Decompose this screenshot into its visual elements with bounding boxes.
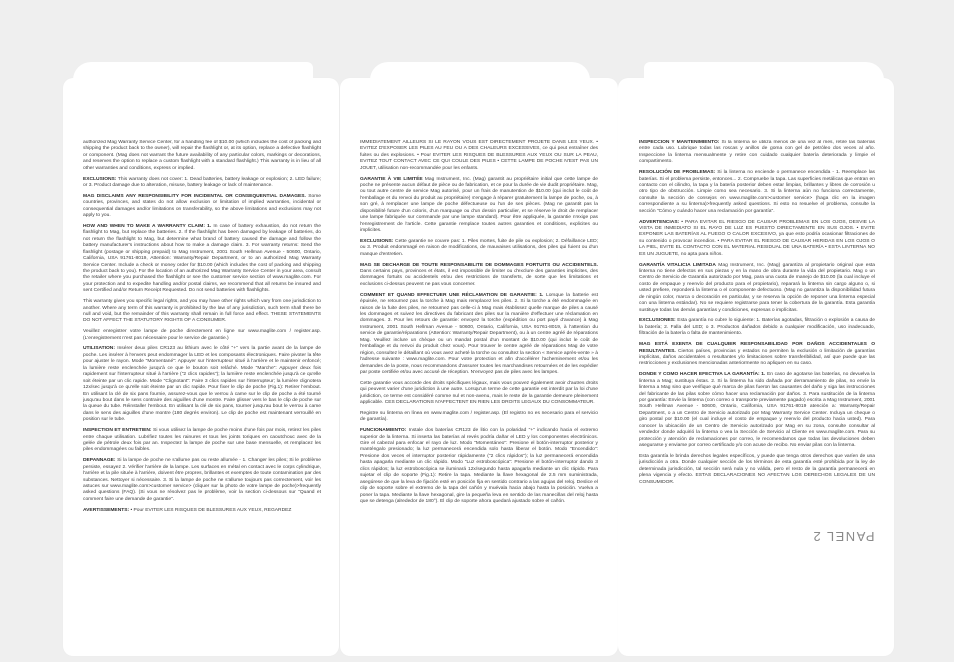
paragraph bbox=[639, 342, 875, 368]
paragraph-heading: GARANTIE À VIE LIMITÉE bbox=[360, 176, 423, 182]
paragraph-heading: EXCLUSIONS: bbox=[83, 176, 117, 182]
panel-tab bbox=[644, 62, 884, 84]
paragraph bbox=[360, 140, 598, 172]
paragraph-heading: INSPECTION ET ENTRETIEN: bbox=[83, 428, 152, 434]
paragraph bbox=[360, 239, 598, 258]
paragraph-heading: MAG DISCLAIMS ANY RESPONSIBILITY FOR INCIDENTAL OR CONSEQUENTIAL DAMAGES. bbox=[83, 193, 306, 199]
paragraph-text: This warranty gives you specific legal rights, and you may have other rights which vary from one jurisdiction to another. Where any term of this warranty is prohibited by the law of any jurisdiction, such term shall there be null and void, but the remainder of this warranty shall remain in full force and effect. THESE STATEMENTS DO NOT AFFECT THE STATUTORY RIGHTS OF A CONSUMER. bbox=[83, 299, 321, 324]
paragraph bbox=[83, 299, 321, 325]
paragraph-text: Si la lampe de poche ne s'allume pas ou reste allumée - 1. Changer les piles; Si le problème persiste, essayez 2. Vérifier l'arrière de la lampe. Les surfaces en métal en contact avec le corps cylindrique, l'arrière et la pile située à l'arrière, doivent être propres, brillantes et exemptes de toute contamination par des substances. Nettoyer si nécessaire. 3. Si la lampe de poche ne s'allume toujours pas correctement, voir les astuces sur www.maglite.com>customer service> (cliquer sur la photo de votre lampe de poche)>frequently asked questions (FAQ). (Si vous ne résolvez pas le problème, voir la section ci-dessous sur "Quand et comment faire une demande de garantie". bbox=[83, 458, 321, 502]
paragraph-text: This warranty does not cover: 1. Dead batteries, battery leakage or explosion; 2. LED failure; or 3. Product damage due to alteration, misuse, battery leakage or lack of maintenance. bbox=[83, 176, 321, 188]
paragraph bbox=[83, 428, 321, 454]
panel-tab bbox=[73, 62, 313, 84]
paragraph-text: • Pour EVITER LES RISQUES DE BLESSURES AUX YEUX, REGARDEZ bbox=[129, 507, 292, 513]
paragraph bbox=[639, 454, 875, 486]
paragraph-text: • PARA EVITAR EL RIESGO DE CAUSAR PROBLEMAS EN LOS OJOS, DESVIE LA VISTA DE INMEDIATO SI EL RAYO DE LUZ ES PUESTO DIRECTAMENTE EN SUS OJOS. • EVITE EXPONER LAS BATERÍAS AL FUEGO O CALOR EXCESIVO, ya que esto podría ocasionar filtraciones de su contenido o provocar incendios. • PARA EVITAR EL RIESGO DE CAUSAR HERIDAS EN LOS OJOS O LA PIEL, EVITE EL CONTACTO CON EL MATERIAL RESIDUAL DE UNA BATERÍA • ESTA LINTERNA NO ES UN JUGUETE, no apta para niños. bbox=[639, 219, 875, 257]
text-column-english-french bbox=[83, 140, 321, 644]
paragraph bbox=[360, 293, 598, 377]
paragraph-heading: MAG ESTÁ EXENTA DE CUALQUIER RESPONSABILIDAD POR DAÑOS ACCIDENTALES O RESULTANTES. bbox=[639, 342, 875, 354]
paragraph bbox=[83, 346, 321, 424]
panel-number-label: PANEL 2 bbox=[812, 529, 875, 544]
paragraph-heading: ADVERTENCIAS: bbox=[639, 219, 680, 225]
paragraph-heading: AVERTISSEMENTS: bbox=[83, 507, 130, 513]
paragraph-heading: MAG SE DECHARGE DE TOUTE RESPONSABILITE DE DOMMAGES FORTUITS OU ACCIDENTELS. bbox=[360, 262, 598, 268]
paragraph bbox=[360, 177, 598, 235]
paragraph-text: Dans certains pays, provinces et états, il est impossible de limiter ou d'exclure des garanties implicites, des dommages fortuits ou accidentels et/ou des restrictions de transferts, de sorte que les limitations et exclusions ci-dessus peuvent ne pas vous concerner. bbox=[360, 269, 598, 287]
paragraph-heading: EXCLUSIONS: bbox=[360, 238, 394, 244]
paragraph-text: Mag Instrument, Inc. (Mag) garantit au propriétaire initial que cette lampe de poche ne présente aucun défaut de pièce ou de fabrication, et ce pour la durée de vie dudit propriétaire. Mag, ou tout autre centre de service Mag autorisé, pour un frais de manutention de $10.00 (qui inclut le coût de l'emballage et du renvoi du produit au propriétaire) s'engage à réparer gratuitement la lampe de poche, ou, à son gré, à remplacer une lampe de poche défectueuse ou l'un de ses pièces. (Mag ne garantit pas la disponibilité future d'un coloris, d'un marquage ou d'un dessin particulier, et se réserve le droit de remplacer une lampe fabriquée sur commande par une lampe standard). Pour être appliquée, la garantie n'exige pas l'enregistrement de l'article. Cette garantie remplace toutes autres garanties et conditions, explicites ou implicites. bbox=[360, 176, 598, 234]
paragraph bbox=[360, 263, 598, 289]
paragraph-text: Lorsque la batterie est épuisée, ne retournez pas la torche à Mag mais remplacez les piles. 2. Si la torche a été endommagée en raison de la fuite des piles, ne retournez pas celle-ci à Mag mais établissez quelle marque de piles a causé les dommages et suivez les directives du fabricant des piles sur la manière d'effectuer une réclamation en dommages. 3. Pour les retours de garantie: envoyez la torche (expédition ou port payé d'avance) à Mag Instrument, 2001 South Hellman Avenue - 50600, Ontario, California, USA 91761-8019, à l'attention du service de garantie/réparations (Attention: Warranty/Repair Department), ou à un centre agréé de réparations Mag. Veuillez inclure un chèque ou un mandat postal d'un montant de $10.00 (qui inclut le coût de l'emballage et du renvoi du produit chez vous). Pour trouver le centre agréé de réparations Mag de votre région, consultez le détaillant où vous avez acheté la torche ou consultez la section « Service après-vente » à l'adresse suivante : www.maglite.com. Pour votre protection et afin d'accélérer l'acheminement et/ou les demandes de la poste, nous recommandons d'assurer toutes les marchandises retournées et de les expédier par poste certifiée et/ou avec accusé de réception. N'envoyez pas de piles avec les lampes. bbox=[360, 292, 598, 376]
text-column-french-spanish bbox=[360, 140, 598, 644]
paragraph bbox=[360, 381, 598, 407]
paragraph-text: Registre su linterna en línea en www.maglite.com / register.asp. (El registro no es necesario para el servicio de garantía). bbox=[360, 410, 598, 423]
paragraph-heading: UTILISATION: bbox=[83, 346, 115, 352]
panel-tab bbox=[370, 62, 590, 84]
paragraph-text: Cette garantie vous accorde des droits spécifiques légaux, mais vous pouvez également avoir d'autres droits qui peuvent varier d'une juridiction à une autre. Lorsqu'un terme de cette garantie est interdit par la loi d'une juridiction, ce terme est considéré comme nul et non-avenu, mais le reste de la garantie demeure pleinement applicable. CES DECLARATIONS N'AFFECTENT EN RIEN LES DROITS LEGAUX DU CONSOMMATEUR. bbox=[360, 380, 598, 406]
paragraph-text: Veuillez enregistrer votre lampe de poche directement en ligne sur www.maglite.com / register.asp. (L'enregistrement n'est pas nécessaire pour le service de garantie.) bbox=[83, 329, 321, 341]
paragraph-text: Esta garantía no cubre lo siguiente: 1. Baterías agotadas, filtración o explosión a causa de la batería; 2. Falla del LED; o 3. Productos dañados debido a cualquier modificación, uso inadecuado, filtración de la batería o falta de mantenimiento. bbox=[639, 318, 875, 337]
paragraph bbox=[83, 140, 321, 172]
paragraph-text: Insérer deux piles CR123 au lithium avec le côté "+" vers la partie avant de la lampe de poche. Les insérer à l'envers peut endommager la LED et les composants électroniques. Faire pivoter la tête pour ajuster le rayon. Mode "Momentané": Appuyer sur l'interrupteur situé à l'arrière et le maintenir enfoncé; la lumière reste enclenchée jusqu'à ce que le bouton soit relâché. Mode "Marche": Appuyer deux fois rapidement sur l'interrupteur situé à l'arrière ("2 clics rapides"); la lumière reste enclenchée jusqu'à ce qu'elle soit éteinte par un clic rapide. Mode "Clignotant": Faire 3 clics rapides sur l'interrupteur; la lumière clignotera 12x/sec jusqu'à ce qu'elle soit éteinte par un clic rapide. Pour fixer le clip de poche (Fig.1): Retirer l'embout. En utilisant la clé de six pans fournie, assurez-vous que le verrou à came sur le clip de poche a été tourné jusqu'au bout dans le sens contraire des aiguilles d'une montre. Faire glisser vers le bas le clip de poche sur la queue du tube. Réinstaller l'embout. En utilisant la clé de six pans, tourner jusqu'au bout le verrou à came dans le sens des aiguilles d'une montre (180 degrés environ). Le clip de poche est maintenant verrouillé en position sur le tube. bbox=[83, 346, 321, 423]
paragraph bbox=[360, 428, 598, 506]
paragraph-text: Si vous utilisez la lampe de poche moins d'une fois par mois, retirez les piles entre chaque utilisation. Lubrifiez toutes les rainures et tous les joints toriques en caoutchouc avec de la gelée de pétrole deux fois par an. Inspectez la lampe de poche sur une base mensuelle, et remplacez les piles endommagées ou faibles. bbox=[83, 428, 321, 453]
paragraph-text: Some countries, provinces, and states do not allow exclusion or limitation of implied warranties, incidental or consequential damages and/or limitations on transferability, so the above limitations and exclusions may not apply to you. bbox=[83, 193, 321, 219]
paragraph bbox=[83, 177, 321, 190]
paragraph bbox=[639, 372, 875, 450]
panel-left bbox=[63, 78, 339, 656]
paragraph-text: Si la linterna se utiliza menos de una vez al mes, retire las baterías entre cada uso. Lubrique todas las roscas y anillos de goma con gel de petróleo dos veces al año. Inspeccione la linterna mensualmente y retire con cuidado cualquier batería deteriorada y limpie el compartimento. bbox=[639, 140, 875, 165]
panel-right bbox=[618, 78, 894, 656]
paragraph bbox=[360, 411, 598, 424]
paragraph-heading: DEPANNAGE: bbox=[83, 458, 116, 464]
paragraph bbox=[83, 329, 321, 342]
paragraph bbox=[83, 458, 321, 503]
paragraph-heading: EXCLUSIONES: bbox=[639, 318, 676, 324]
paragraph-heading: FUNCIONAMIENTO: bbox=[360, 428, 407, 434]
paragraph bbox=[639, 170, 875, 215]
paragraph-text: Ciertos países, provincias y estados no permiten la exclusión o limitación de garantías implícitas, daños accidentales o resultantes y/o limitaciones sobre transferibilidad, así que puede que las restricciones y exclusiones mencionadas anteriormente no apliquen en su caso. bbox=[639, 348, 875, 367]
paragraph-text: Mag Instrument, Inc. (Mag) garantiza al propietario original que esta linterna no tiene defectos en sus piezas y en la mano de obra durante la vida del propietario. Mag o un Centro de Servicio de Garantía autorizado por Mag, para una cuota de manejo de $10.00 (la cual incluye el costo de empaque y reenvío del producto para el propietario), reparará la linterna sin cargo alguno o, si usted prefiere, reponderá la linterna o el componente defectuoso. (Mag no garantiza la disponibilidad futura de ningún color, marca o decoración en particular, y se reserva la opción de reponer una linterna especial con una linterna estándar). No se requiere registrarse para tener la cobertura de la garantía. Esta garantía sustituye todas las demás garantías y condiciones, expresas o implícitas. bbox=[639, 262, 875, 313]
paragraph-heading: DONDE Y COMO HACER EFECTIVA LA GARANTÍA: 1. bbox=[639, 372, 766, 378]
text-column-spanish bbox=[639, 140, 875, 644]
paragraph-heading: GARANTÍA VITALICIA LIMITADA bbox=[639, 262, 716, 268]
paragraph bbox=[83, 508, 321, 514]
paragraph-heading: COMMENT ET QUAND EFFECTUER UNE RÉCLAMATION DE GARANTIE: 1. bbox=[360, 292, 544, 298]
paragraph-heading: HOW AND WHEN TO MAKE A WARRANTY CLAIM: 1. bbox=[83, 223, 212, 229]
paragraph bbox=[639, 140, 875, 166]
paragraph-text: Si la linterna no enciende o permanece encendida - 1. Reemplace las baterías. Si el problema persiste, entonces... 2. Compruebe la tapa. Las superficies metálicas que entran en contacto con el cilindro, la tapa y la batería posterior deben estar limpias, brillantes y libres de corrosión u otro tipo de obstrucción. Limpie como sea necesario. 3. Si la linterna aún no funciona correctamente, consulte la sección de consejos en www.maglite.com>customer service> (haga clic en la imagen correspondiente a su linterna)>frequently asked questions. Si esto no resuelve el problema, consulte la sección "Cómo y cuándo hacer una reclamación por garantía". bbox=[639, 170, 875, 214]
paragraph-text: In case of battery exhaustion, do not return the flashlight to Mag, but replace the batteries. 2. If the flashlight has been damaged by leakage of batteries, do not return the flashlight to Mag, but determine what brand of battery caused the damage and follow the battery manufacturer's instructions about how to make a damage claim. 3. For warranty returns: Send the flashlight (postage or shipping prepaid) to Mag Instrument, 2001 South Hellman Avenue - 50600, Ontario, California, USA 91761-8019, Attention: Warranty/Repair Department, or to an authorized Mag Warranty Service Center. Include a check or money order for $10.00 (which includes the cost of packing and shipping the product back to you). For the location of an authorized Mag Warranty Service Center in your area, consult the retailer where you purchased the flashlight or see the customer service section of www.maglite.com. For your protection and to expedite handling and/or postal claims, we recommend that all returns be insured and sent Certified and/or Return Receipt Requested. Do not send batteries with flashlights. bbox=[83, 223, 321, 294]
paragraph-text: authorized Mag Warranty Service Center, for a handling fee of $10.00 (which includes the cost of packing and shipping the product back to the owner), will repair the flashlight or, at its option, replace a defective flashlight or component. (Mag does not warrant the future availability of any particular colors, markings or decorations, and reserves the option to replace a custom flashlight with a standard flashlight.) This warranty is in lieu of all other warranties and conditions, express or implied. bbox=[83, 140, 321, 171]
paragraph bbox=[83, 224, 321, 295]
paragraph-text: Esta garantía le brinda derechos legales específicos, y puede que tenga otros derechos que varíen de una jurisdicción a otra. Donde cualquier sección de los términos de esta garantía esté prohibida por la ley de determinada jurisdicción, tal sección será nula y no válida, pero el resto de la garantía permanecerá en plena vigencia y efecto. ESTAS DECLARACIONES NO AFECTAN LOS DERECHOS LEGALES DE UN CONSUMIDOR. bbox=[639, 453, 875, 485]
paragraph bbox=[639, 220, 875, 259]
paragraph-text: IMMEDIATEMENT AILLEURS SI LE RAYON VOUS EST DIRECTEMENT PROJETE DANS LES YEUX. • EVITEZ D'EXPOSER LES PILES AU FEU OU A DES CHALEURS EXCESSIVES, ce qui peut entraîner des fuites ou des explosions. • Pour EVITER LES RISQUES DE BLESSURES AUX YEUX OU SUR LA PEAU, EVITEZ TOUT CONTACT AVEC CE QUI COULE DES PILES • CETTE LAMPE DE POCHE N'EST PAS UN JOUET, utilisation non-recommandée pour les enfants. bbox=[360, 140, 598, 171]
paragraph-heading: RESOLUCIÓN DE PROBLEMAS: bbox=[639, 170, 716, 176]
paragraph-text: En caso de agotarse las baterías, no devuelva la linterna a Mag; sustituya éstas. 2. Si la linterna ha sido dañada por derramamiento de pilas, no envíe la linterna a Mag sino que verifique qué marca de pilas fueron las causantes del daño y siga las instrucciones del fabricante de las pilas sobre cómo hacer una reclamación por daños. 3. Para sustitución de la linterna por garantía: Envíe la linterna (con correo o transporte previamente pagado) escrita a Mag Instrument, 2001 South Hellman Avenue - 50600, Ontario, California, USA 91761-8019 atención a: Warranty/Repair Department, o a un Centro de Servicio autorizado por Mag Warranty Service Center. Incluya un cheque o giro postal por $10.00 (el cual incluye el costo de empaque y reenvío del producto hacia usted). Para conocer la ubicación de un Centro de Servicio autorizado por Mag en su zona, consulte consultar al vendedor donde adquirió la linterna o vea la Sección de Servicio al Cliente en www.maglite.com. Para su protección y atención de reclamaciones por correo, le recomendamos que todas las devoluciones deben asegurarse y enviarse por correo certificado y/o con acuse de recibo. No enviar pilas con la linterna. bbox=[639, 372, 875, 449]
paragraph-heading: INSPECCIÓN Y MANTENIMIENTO: bbox=[639, 140, 720, 145]
paragraph bbox=[639, 318, 875, 337]
paragraph bbox=[639, 263, 875, 315]
paragraph bbox=[83, 194, 321, 220]
paragraph-text: Instale dos baterías CR123 de litio con la polaridad "+" indicando hacia el extremo superior de la linterna. Si inserta las baterías al revés podría dañar el LED y los componentes electrónicos. Gire el cabezal para enfocar el rayo de luz. Modo "Momentáneo": Presione el botón-interruptor posterior y manténgalo presionado; la luz permanecerá encendida solo hasta liberar el botón. Modo "Encendido": Presione dos veces el interruptor posterior rápidamente ("2 clics rápidos"); la luz permanecerá encendida hasta apagarla mediante un clic rápido. Modo "Luz estroboscópica": Presione el botón-interruptor dando 3 clics rápidos; la luz estroboscópica se iluminará 12x/segundo hasta apagarla mediante un clic rápido. Para sujetar el clip de soporte (Fig.1): Retire la tapa. Mediante la llave hexagonal de 2.5 mm suministrada, asegúrese de que la leva de fijación esté en posición fija en sentido contrario a las agujas del reloj. Deslice el clip de soporte sobre el extremo de la tapa del cañón y muévala hacia abajo hasta la posición. Vuelva a poner la tapa. Mediante la llave hexagonal, gire la pequeña leva en sentido de las manecillas del reloj hasta que se detenga (alrededor de 180°). El clip de soporte ahora quedará ajustado sobre el cañón. bbox=[360, 428, 598, 505]
panel-middle bbox=[340, 78, 618, 656]
paragraph-text: Cette garantie ne couvre pas: 1. Piles mortes, fuite de pile ou explosion; 2. Défaillance LED; ou 3. Produit endommagé en raison de modifications, de mauvaises utilisations, des piles qui fuient ou d'un manque d'entretien. bbox=[360, 238, 598, 257]
